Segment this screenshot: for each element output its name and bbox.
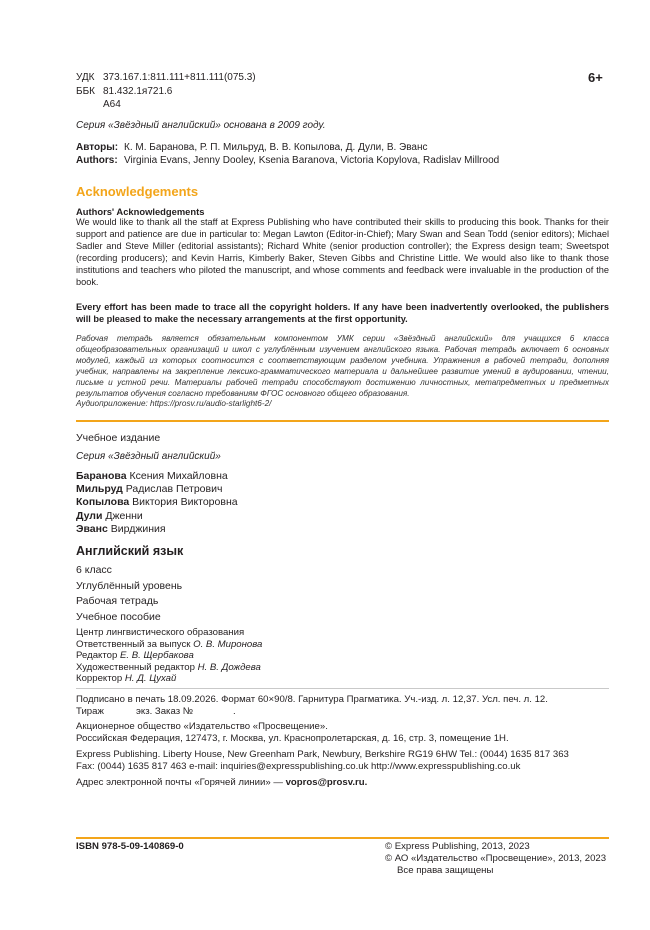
book-title: Английский язык bbox=[76, 544, 184, 558]
art-editor-name: Н. В. Дождева bbox=[197, 661, 261, 673]
audio-note: Аудиоприложение: https://prosv.ru/audio-starlight6-2/ bbox=[76, 399, 272, 408]
hotline-email[interactable]: vopros@prosv.ru. bbox=[285, 777, 368, 788]
authors-en-names: Virginia Evans, Jenny Dooley, Ksenia Baranova, Victoria Kopylova, Radislav Millrood bbox=[124, 155, 500, 166]
bbk-value: 81.432.1я721.6 bbox=[103, 85, 173, 97]
hotline-label: Адрес электронной почты «Горячей линии» — bbox=[76, 777, 283, 788]
acknowledgements-body: We would like to thank all the staff at Express Publishing who have contributed their skills to producing this book. Thanks for their support and patience are due in particular to: Megan Lawton (Editor-in-Chief); Mary Swan and Sean Todd (senior editors); Michael Sadler and Steve Miller (editorial assistants); Richard White (senior production controller); the Express design team; Sweetspot (recording producers); and Kevin Harris, Kimberly Baker, Steven Gibbs and Christine Little. We would also like to thank those institutions and teachers who piloted the manuscript, and whose comments and feedback were invaluable in the production of the book. bbox=[76, 217, 609, 287]
editor-name: Е. В. Щербакова bbox=[119, 650, 194, 662]
acknowledgements-title: Acknowledgements bbox=[76, 184, 199, 199]
rights-reserved: Все права защищены bbox=[397, 865, 494, 877]
editor-label: Редактор bbox=[76, 650, 118, 662]
udk-label: УДК bbox=[76, 72, 95, 83]
publisher-address-line: Российская Федерация, 127473, г. Москва, ул. Краснопролетарская, д. 16, стр. 3, помещение 1Н. bbox=[76, 732, 509, 744]
author-line bbox=[76, 470, 238, 483]
art-editor-label: Художественный редактор bbox=[76, 661, 195, 673]
bbk-label: ББК bbox=[76, 85, 95, 97]
authors-ru-names: К. М. Баранова, Р. П. Мильруд, В. В. Копылова, Д. Дули, В. Эванс bbox=[124, 142, 428, 153]
purpose: Учебное пособие bbox=[76, 610, 161, 623]
corrector-name: Н. Д. Цухай bbox=[124, 673, 177, 685]
author-surname: Мильруд bbox=[76, 483, 123, 496]
express-fax-email: Fax: (0044) 1635 817 463 e-mail: inquiries@expresspublishing.co.uk http://www.expresspublishing.co.uk bbox=[76, 760, 521, 772]
edition-type: Учебное издание bbox=[76, 432, 161, 444]
hotline bbox=[76, 777, 367, 789]
authors-ru-label: Авторы: bbox=[76, 142, 119, 153]
author-surname: Копылова bbox=[76, 496, 130, 509]
corrector-label: Корректор bbox=[76, 673, 123, 685]
copyright-notice: Every effort has been made to trace all the copyright holders. If any have been inadvertently overlooked, the publishers will be pleased to make the necessary arrangements at the first opportunity. bbox=[76, 302, 609, 324]
author-name: Радислав Петрович bbox=[125, 483, 223, 496]
order-number: экз. Заказ № bbox=[136, 705, 194, 717]
responsible-name: О. В. Миронова bbox=[193, 638, 263, 650]
book-type: Рабочая тетрадь bbox=[76, 595, 159, 607]
author-surname: Дули bbox=[76, 509, 103, 522]
author-surname: Баранова bbox=[76, 470, 127, 482]
author-line bbox=[76, 496, 238, 509]
isbn: ISBN 978-5-09-140869-0 bbox=[76, 841, 184, 852]
age-rating: 6+ bbox=[588, 70, 603, 85]
level: Углублённый уровень bbox=[76, 579, 183, 592]
author-line bbox=[76, 523, 238, 536]
responsible-label: Ответственный за выпуск bbox=[76, 638, 191, 650]
udk-value: 373.167.1:811.111+811.111(075.3) bbox=[103, 72, 256, 83]
acknowledgements-subtitle: Authors' Acknowledgements bbox=[76, 206, 205, 217]
express-contacts bbox=[76, 749, 569, 772]
express-address: Express Publishing. Liberty House, New Greenham Park, Newbury, Berkshire RG19 6HW Tel.: (0044) 1635 817 363 bbox=[76, 749, 569, 760]
footer-divider bbox=[76, 837, 609, 839]
thin-divider bbox=[76, 688, 609, 689]
edition-authors bbox=[76, 470, 238, 536]
publisher-name: Акционерное общество «Издательство «Просвещение». bbox=[76, 721, 328, 732]
print-line: Подписано в печать 18.09.2026. Формат 60×90/8. Гарнитура Прагматика. Уч.-изд. л. 12,37. Усл. печ. л. 12. bbox=[76, 694, 548, 705]
book-details bbox=[76, 563, 182, 625]
author-line bbox=[76, 483, 238, 496]
author-name: Виктория Викторовна bbox=[132, 496, 238, 509]
print-info bbox=[76, 694, 548, 717]
copyright-block bbox=[385, 841, 606, 878]
copyright-prosv: © АО «Издательство «Просвещение», 2013, 2023 bbox=[385, 853, 607, 865]
workbook-description: Рабочая тетрадь является обязательным компонентом УМК серии «Звёздный английский» для учащихся 6 класса общеобразовательных организаций и школ с углублённым изучением английского языка. Рабочая тетрадь включает 6 основных модулей, каждый из которых соотносится с соответствующим разделом учебника. Упражнения в рабочей тетради, дополняя учебник, направлены на закрепление лексико-грамматического материала и дальнейшее развитие умений в аудировании, чтении, письме и устной речи. Материалы рабочей тетради способствуют достижению личностных, метапредметных и предметных результатов обучения согласно требованиям ФГОС основного общего образования. bbox=[76, 334, 609, 399]
authors-block bbox=[76, 141, 499, 167]
authors-en-label: Authors: bbox=[76, 155, 118, 166]
author-name: Дженни bbox=[105, 509, 143, 522]
credits-center: Центр лингвистического образования bbox=[76, 627, 245, 638]
author-name: Ксения Михайловна bbox=[129, 470, 228, 482]
classification-block bbox=[76, 71, 256, 112]
edition-series: Серия «Звёздный английский» bbox=[76, 451, 221, 462]
author-surname: Эванс bbox=[76, 522, 108, 535]
grade: 6 класс bbox=[76, 564, 112, 576]
author-line bbox=[76, 510, 238, 523]
credits-block bbox=[76, 627, 262, 685]
author-code: А64 bbox=[103, 99, 121, 110]
circulation: Тираж bbox=[76, 705, 104, 717]
publisher-address bbox=[76, 721, 509, 744]
author-name: Вирджиния bbox=[110, 522, 166, 535]
copyright-express: © Express Publishing, 2013, 2023 bbox=[385, 841, 530, 852]
order-end: . bbox=[233, 705, 236, 717]
series-note: Серия «Звёздный английский» основана в 2009 году. bbox=[76, 120, 326, 131]
section-divider bbox=[76, 420, 609, 422]
